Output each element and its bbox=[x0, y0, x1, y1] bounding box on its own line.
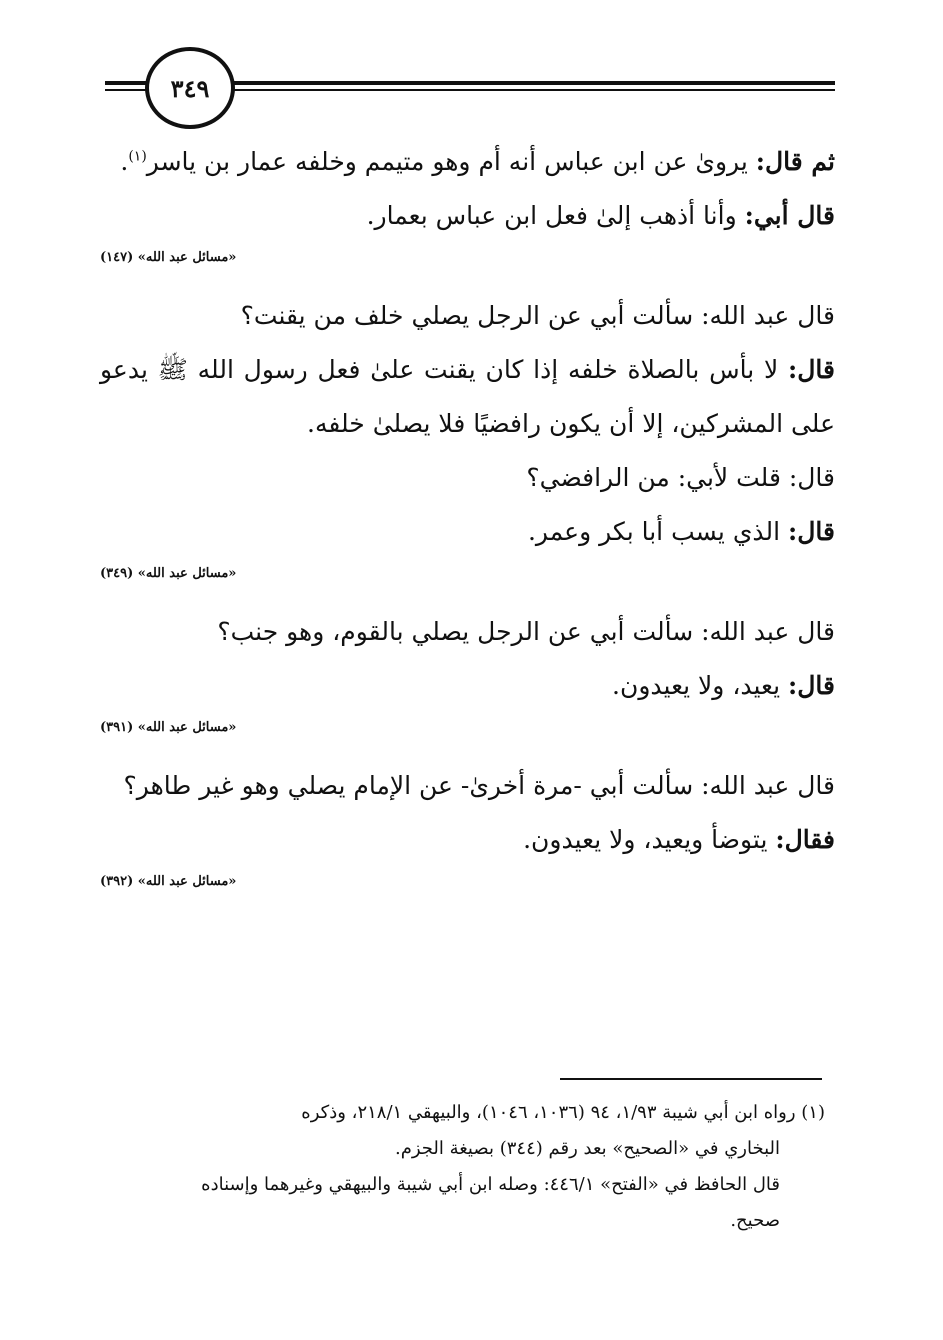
paragraph-text: قال عبد الله: سألت أبي -مرة أخرىٰ- عن الإمام يصلي وهو غير طاهر؟ bbox=[123, 771, 835, 800]
paragraph-text: يعيد، ولا يعيدون. bbox=[612, 671, 789, 700]
main-text bbox=[100, 135, 835, 913]
speaker-label: قال: bbox=[788, 355, 835, 384]
speaker-label: قال أبي: bbox=[744, 201, 835, 230]
paragraph-text: الذي يسب أبا بكر وعمر. bbox=[527, 517, 789, 546]
paragraph-text: وأنا أذهب إلىٰ فعل ابن عباس بعمار. bbox=[366, 201, 745, 230]
paragraph-tail: . bbox=[120, 147, 129, 176]
paragraph bbox=[100, 759, 835, 813]
source-citation: «مسائل عبد الله» (١٤٧) bbox=[100, 250, 237, 265]
speaker-label: قال: bbox=[788, 517, 835, 546]
paragraph-text: قال: قلت لأبي: من الرافضي؟ bbox=[526, 463, 835, 492]
paragraph bbox=[100, 813, 835, 867]
paragraph bbox=[100, 505, 835, 559]
paragraph-text: يتوضأ ويعيد، ولا يعيدون. bbox=[523, 825, 776, 854]
speaker-label: ثم قال: bbox=[755, 147, 835, 176]
speaker-label: قال: bbox=[788, 671, 835, 700]
paragraph bbox=[100, 605, 835, 659]
paragraph bbox=[100, 289, 835, 343]
speaker-label: فقال: bbox=[775, 825, 835, 854]
page-number-badge bbox=[145, 47, 235, 129]
paragraph bbox=[100, 451, 835, 505]
page-header bbox=[105, 45, 835, 135]
source-citation: «مسائل عبد الله» (٣٤٩) bbox=[100, 566, 237, 581]
footnote-line: صحيح. bbox=[730, 1210, 780, 1231]
paragraph bbox=[100, 343, 835, 451]
footnote-marker[interactable]: (١) bbox=[128, 148, 147, 165]
paragraph bbox=[100, 659, 835, 713]
paragraph bbox=[100, 189, 835, 243]
paragraph-text: قال عبد الله: سألت أبي عن الرجل يصلي خلف من يقنت؟ bbox=[240, 301, 835, 330]
paragraph-text: لا بأس بالصلاة خلفه إذا كان يقنت علىٰ فعل رسول الله ﷺ يدعو على المشركين، إلا أن يكون رافضيًا فلا يصلىٰ خلفه. bbox=[100, 355, 835, 438]
footnote-line: البخاري في «الصحيح» بعد رقم (٣٤٤) بصيغة الجزم. bbox=[394, 1138, 780, 1159]
footnote-line: قال الحافظ في «الفتح» ٤٤٦/١: وصله ابن أبي شيبة والبيهقي وغيرهما وإسناده bbox=[201, 1174, 780, 1195]
footnote-line: (١) رواه ابن أبي شيبة ١/٩٣، ٩٤ (١٠٣٦، ١٠٤٦)، والبيهقي ٢١٨/١، وذكره bbox=[301, 1102, 825, 1123]
footnotes bbox=[100, 1095, 825, 1239]
footnote-separator bbox=[560, 1078, 822, 1080]
source-citation: «مسائل عبد الله» (٣٩٢) bbox=[100, 874, 237, 889]
source-citation: «مسائل عبد الله» (٣٩١) bbox=[100, 720, 237, 735]
paragraph bbox=[100, 135, 835, 189]
paragraph-text: يروىٰ عن ابن عباس أنه أم وهو متيمم وخلفه عمار بن ياسر bbox=[146, 147, 756, 176]
paragraph-text: قال عبد الله: سألت أبي عن الرجل يصلي بالقوم، وهو جنب؟ bbox=[217, 617, 835, 646]
page-number: ٣٤٩ bbox=[170, 73, 210, 103]
